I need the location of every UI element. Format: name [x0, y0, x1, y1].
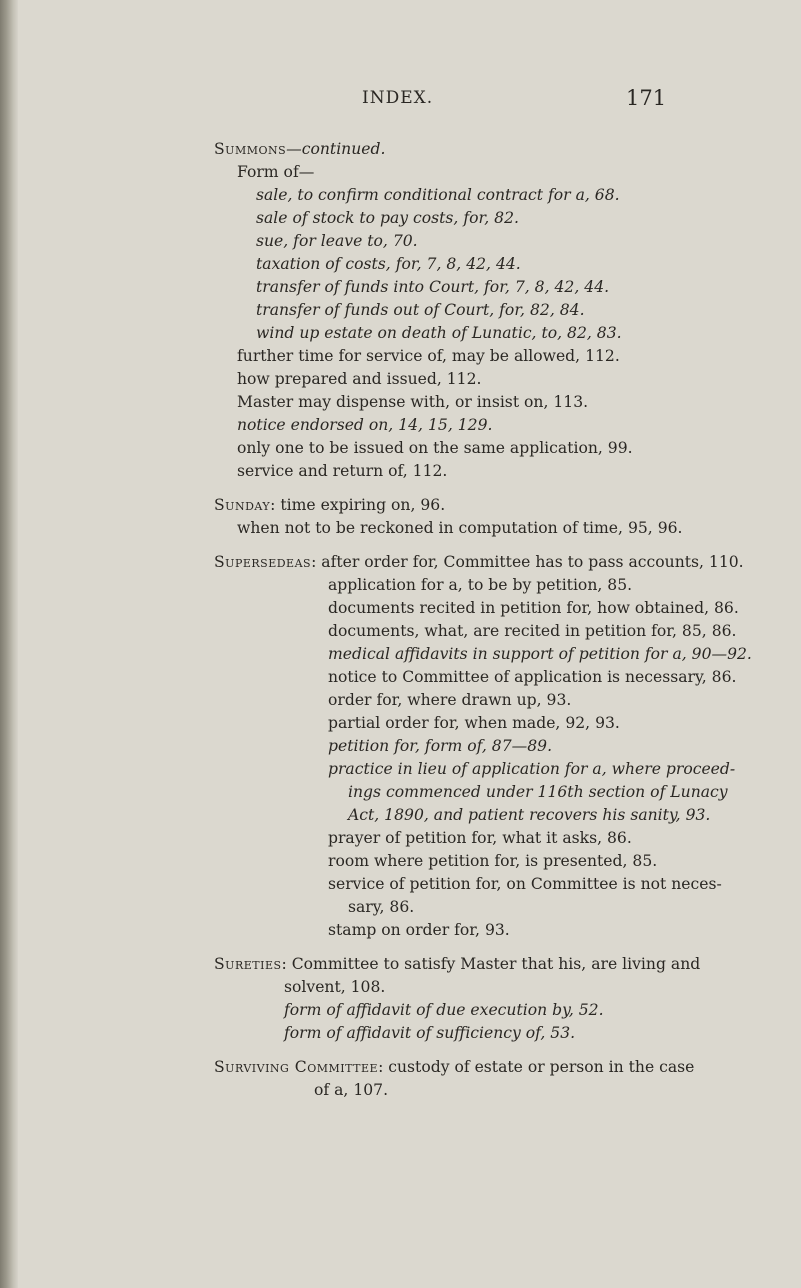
subentry: practice in lieu of application for a, where proceed-: [328, 760, 736, 778]
entry-heading-sureties: Sureties: Committee to satisfy Master that his, are living and: [214, 955, 701, 973]
subentry: notice endorsed on, 14, 15, 129.: [237, 416, 493, 434]
subentry: wind up estate on death of Lunatic, to, 82, 83.: [256, 324, 622, 342]
subentry: transfer of funds out of Court, for, 82, 84.: [256, 301, 585, 319]
subentry-continuation: Act, 1890, and patient recovers his sanity, 93.: [348, 806, 711, 824]
subentry: further time for service of, may be allowed, 112.: [237, 347, 620, 365]
subentry: stamp on order for, 93.: [328, 921, 510, 939]
subentry: partial order for, when made, 92, 93.: [328, 714, 620, 732]
subentry: form of affidavit of sufficiency of, 53.: [284, 1024, 576, 1042]
subentry: Form of—: [237, 163, 315, 181]
subentry: taxation of costs, for, 7, 8, 42, 44.: [256, 255, 521, 273]
subentry: when not to be reckoned in computation of time, 95, 96.: [237, 519, 683, 537]
subentry: documents recited in petition for, how obtained, 86.: [328, 599, 739, 617]
subentry: notice to Committee of application is necessary, 86.: [328, 668, 737, 686]
entry-heading-sunday: Sunday: time expiring on, 96.: [214, 496, 446, 514]
subentry-continuation: sary, 86.: [348, 898, 415, 916]
subentry: how prepared and issued, 112.: [237, 370, 482, 388]
subentry: prayer of petition for, what it asks, 86.: [328, 829, 632, 847]
entry-heading-surviving-committee: Surviving Committee: custody of estate or person in the case: [214, 1058, 695, 1076]
subentry: sale of stock to pay costs, for, 82.: [256, 209, 519, 227]
subentry-continuation: solvent, 108.: [284, 978, 386, 996]
subentry: Master may dispense with, or insist on, 113.: [237, 393, 589, 411]
subentry: petition for, form of, 87—89.: [328, 737, 553, 755]
entry-heading-supersedeas: Supersedeas: after order for, Committee has to pass accounts, 110.: [214, 553, 744, 571]
subentry: only one to be issued on the same application, 99.: [237, 439, 633, 457]
subentry-continuation: ings commenced under 116th section of Lunacy: [348, 783, 728, 801]
subentry: application for a, to be by petition, 85.: [328, 576, 633, 594]
subentry: form of affidavit of due execution by, 52.: [284, 1001, 604, 1019]
subentry: service and return of, 112.: [237, 462, 448, 480]
subentry-continuation: of a, 107.: [314, 1081, 389, 1099]
subentry: order for, where drawn up, 93.: [328, 691, 572, 709]
entry-heading-summons: Summons—continued.: [214, 140, 386, 158]
subentry: transfer of funds into Court, for, 7, 8, 42, 44.: [256, 278, 610, 296]
running-title: INDEX.: [362, 88, 434, 108]
subentry: medical affidavits in support of petition for a, 90—92.: [328, 645, 752, 663]
subentry: sale, to confirm conditional contract for a, 68.: [256, 186, 620, 204]
subentry: room where petition for, is presented, 85.: [328, 852, 658, 870]
subentry: documents, what, are recited in petition for, 85, 86.: [328, 622, 737, 640]
subentry: service of petition for, on Committee is not neces-: [328, 875, 722, 893]
subentry: sue, for leave to, 70.: [256, 232, 418, 250]
page-header: [0, 86, 801, 116]
page-number: 171: [626, 86, 667, 110]
